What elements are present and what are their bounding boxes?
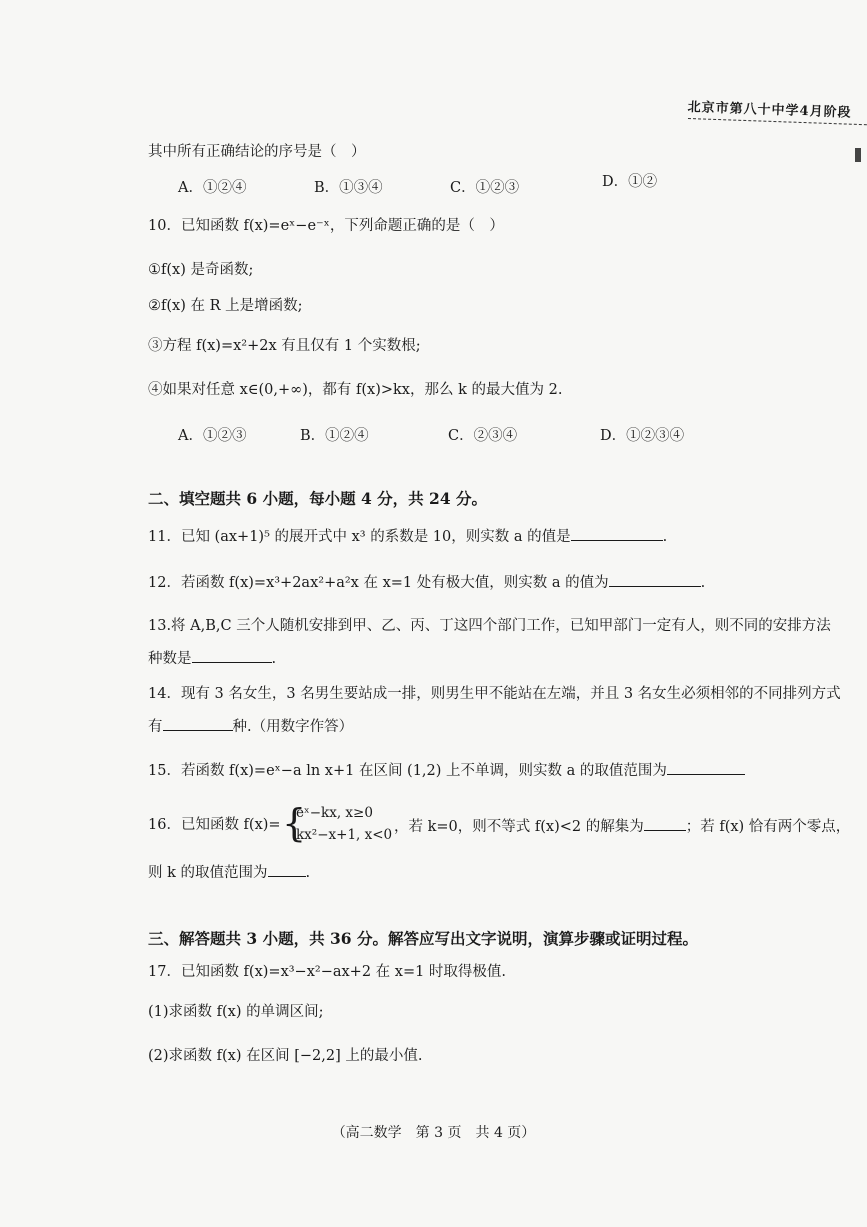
q14-end: 种.（用数字作答） xyxy=(232,719,354,735)
q9-tail: 其中所有正确结论的序号是（ ） xyxy=(148,144,366,160)
q10-option-a: A．①②③ xyxy=(178,428,247,444)
section-3-title: 三、解答题共 3 小题，共 36 分。解答应写出文字说明，演算步骤或证明过程。 xyxy=(148,929,698,948)
q16-prefix: 16．已知函数 f(x)= xyxy=(148,817,281,833)
q15-text: 15．若函数 f(x)=eˣ−a ln x+1 在区间 (1,2) 上不单调，则实数 a 的取值范围为 xyxy=(148,763,667,779)
q13-line-1: 13.将 A,B,C 三个人随机安排到甲、乙、丙、丁这四个部门工作，已知甲部门一定有人，则不同的安排方法 xyxy=(148,618,831,634)
q16-line-2 xyxy=(148,862,310,883)
q11-text: 11．已知 (ax+1)⁵ 的展开式中 x³ 的系数是 10，则实数 a 的值是 xyxy=(148,529,571,545)
q14-answer-blank[interactable] xyxy=(163,716,233,731)
q11 xyxy=(148,526,667,547)
q12-text: 12．若函数 f(x)=x³+2ax²+a²x 在 x=1 处有极大值，则实数 a 的值为 xyxy=(148,575,609,591)
q9-option-b: B．①③④ xyxy=(314,180,383,196)
q11-end: . xyxy=(662,529,668,545)
school-header-mark: 北京市第八十中学4月阶段 xyxy=(687,99,852,121)
q16-middle xyxy=(394,816,850,836)
q10-item-4: ④如果对任意 x∈(0,+∞)，都有 f(x)>kx，那么 k 的最大值为 2. xyxy=(148,382,563,398)
q16-line2-text: 则 k 的取值范围为 xyxy=(148,865,268,881)
q17-part-2: (2)求函数 f(x) 在区间 [−2,2] 上的最小值. xyxy=(148,1048,423,1064)
q15-answer-blank[interactable] xyxy=(667,760,745,775)
q10-option-b: B．①②④ xyxy=(300,428,369,444)
q11-answer-blank[interactable] xyxy=(571,526,663,541)
q14-line-1: 14．现有 3 名女生，3 名男生要站成一排，则男生甲不能站在左端，并且 3 名女生必须相邻的不同排列方式 xyxy=(148,686,841,702)
q17-stem: 17．已知函数 f(x)=x³−x²−ax+2 在 x=1 时取得极值. xyxy=(148,964,507,980)
q15 xyxy=(148,760,745,781)
q12 xyxy=(148,572,705,593)
q13-answer-blank[interactable] xyxy=(192,648,272,663)
q14-line-2 xyxy=(148,716,353,737)
q16-answer-blank-1[interactable] xyxy=(644,816,686,831)
q13-text: 种数是 xyxy=(148,651,192,667)
q16-post-text: ；若 f(x) 恰有两个零点， xyxy=(685,819,851,835)
section-2-title: 二、填空题共 6 小题，每小题 4 分，共 24 分。 xyxy=(148,489,488,508)
q9-option-d: D．①② xyxy=(602,174,658,190)
q12-end: . xyxy=(700,575,706,591)
q13-end: . xyxy=(271,651,277,667)
q10-stem: 10．已知函数 f(x)=eˣ−e⁻ˣ，下列命题正确的是（ ） xyxy=(148,218,504,234)
q10-item-3: ③方程 f(x)=x²+2x 有且仅有 1 个实数根; xyxy=(148,338,421,354)
q10-item-1: ①f(x) 是奇函数; xyxy=(148,262,254,278)
q16-case-1: eˣ−kx, x≥0 xyxy=(296,805,373,821)
q10-item-2: ②f(x) 在 R 上是增函数; xyxy=(148,298,303,314)
edge-scan-mark xyxy=(855,148,861,162)
q16-mid-text: ，若 k=0，则不等式 f(x)<2 的解集为 xyxy=(394,819,644,835)
q16-line2-end: . xyxy=(305,865,311,881)
q16-answer-blank-2[interactable] xyxy=(268,862,306,877)
q14-text: 有 xyxy=(148,719,163,735)
page-footer: （高二数学 第 3 页 共 4 页） xyxy=(331,1125,536,1141)
piecewise-brace: { xyxy=(282,801,307,845)
q10-option-d: D．①②③④ xyxy=(600,428,685,444)
q9-option-c: C．①②③ xyxy=(450,180,520,196)
q12-answer-blank[interactable] xyxy=(609,572,701,587)
q17-part-1: (1)求函数 f(x) 的单调区间; xyxy=(148,1004,324,1020)
q13-line-2 xyxy=(148,648,276,669)
q10-option-c: C．②③④ xyxy=(448,428,518,444)
q16-case-2: kx²−x+1, x<0 xyxy=(296,827,393,843)
q9-option-a: A．①②④ xyxy=(178,180,247,196)
